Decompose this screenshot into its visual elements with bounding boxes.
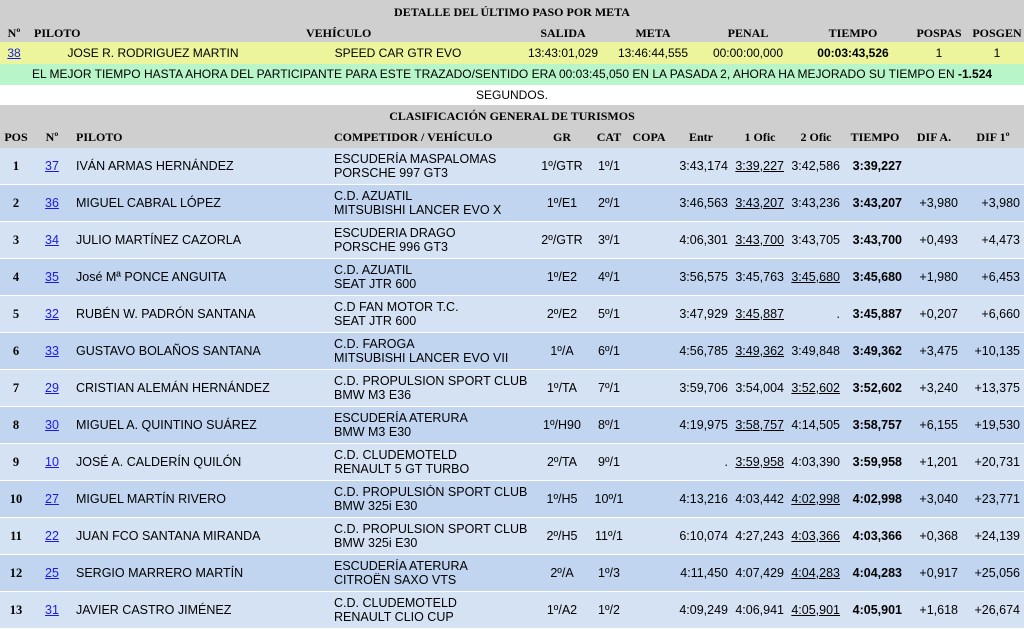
cell-dif1: +3,980 bbox=[962, 185, 1024, 222]
cell-vehiculo: PORSCHE 996 GT3 bbox=[334, 240, 448, 254]
header-2ofic: 2 Ofic bbox=[788, 127, 844, 148]
dorsal-link[interactable]: 34 bbox=[45, 233, 59, 247]
cell-cat: 4º/1 bbox=[590, 259, 628, 296]
header-posgen: POSGEN bbox=[970, 24, 1024, 42]
cell-competidor: ESCUDERÍA ATERURA bbox=[334, 559, 468, 573]
cell-tiempo: 3:58,757 bbox=[844, 407, 906, 444]
cell-copa bbox=[628, 296, 670, 333]
last-pass-piloto: JOSE R. RODRIGUEZ MARTIN bbox=[28, 42, 278, 64]
cell-gr: 1º/GTR bbox=[534, 148, 590, 185]
cell-gr: 1º/H5 bbox=[534, 481, 590, 518]
header-competidor: COMPETIDOR / VEHÍCULO bbox=[334, 127, 534, 148]
cell-piloto: JOSÉ A. CALDERÍN QUILÓN bbox=[72, 444, 334, 481]
cell-competidor: C.D. FAROGA bbox=[334, 337, 415, 351]
dorsal-link[interactable]: 36 bbox=[45, 196, 59, 210]
table-row bbox=[0, 296, 1024, 333]
dorsal-link[interactable]: 32 bbox=[45, 307, 59, 321]
table-row bbox=[0, 518, 1024, 555]
dorsal-link[interactable]: 30 bbox=[45, 418, 59, 432]
cell-copa bbox=[628, 592, 670, 629]
cell-piloto: IVÁN ARMAS HERNÁNDEZ bbox=[72, 148, 334, 185]
header-num: Nº bbox=[0, 24, 28, 42]
cell-entr: 4:09,249 bbox=[670, 592, 732, 629]
table-row bbox=[0, 407, 1024, 444]
cell-vehiculo: BMW 325i E30 bbox=[334, 536, 418, 550]
cell-copa bbox=[628, 444, 670, 481]
header-pospas: POSPAS bbox=[908, 24, 970, 42]
cell-copa bbox=[628, 555, 670, 592]
message-unit: SEGUNDOS. bbox=[475, 88, 548, 102]
cell-competidor-vehiculo bbox=[334, 185, 534, 222]
classification-panel bbox=[0, 105, 1024, 629]
cell-piloto: MIGUEL A. QUINTINO SUÁREZ bbox=[72, 407, 334, 444]
cell-vehiculo: BMW M3 E30 bbox=[334, 425, 412, 439]
cell-cat: 10º/1 bbox=[590, 481, 628, 518]
cell-piloto: José Mª PONCE ANGUITA bbox=[72, 259, 334, 296]
cell-copa bbox=[628, 148, 670, 185]
cell-tiempo: 3:49,362 bbox=[844, 333, 906, 370]
table-row bbox=[0, 222, 1024, 259]
cell-1ofic: 3:43,700 bbox=[732, 222, 788, 259]
cell-tiempo: 3:39,227 bbox=[844, 148, 906, 185]
cell-difa: +0,493 bbox=[906, 222, 962, 259]
last-pass-posgen: 1 bbox=[970, 42, 1024, 64]
cell-2ofic: 3:43,705 bbox=[788, 222, 844, 259]
cell-gr: 1º/H90 bbox=[534, 407, 590, 444]
cell-entr: . bbox=[670, 444, 732, 481]
cell-difa: +3,040 bbox=[906, 481, 962, 518]
cell-piloto: GUSTAVO BOLAÑOS SANTANA bbox=[72, 333, 334, 370]
header-dif1: DIF 1º bbox=[962, 127, 1024, 148]
header-copa: COPA bbox=[628, 127, 670, 148]
cell-cat: 11º/1 bbox=[590, 518, 628, 555]
cell-gr: 1º/E1 bbox=[534, 185, 590, 222]
cell-difa: +6,155 bbox=[906, 407, 962, 444]
cell-competidor: C.D. PROPULSION SPORT CLUB bbox=[334, 374, 528, 388]
classification-table bbox=[0, 127, 1024, 629]
cell-copa bbox=[628, 259, 670, 296]
last-pass-title: DETALLE DEL ÚLTIMO PASO POR META bbox=[0, 0, 1024, 24]
header-num: Nº bbox=[32, 127, 72, 148]
cell-entr: 4:06,301 bbox=[670, 222, 732, 259]
dorsal-link[interactable]: 35 bbox=[45, 270, 59, 284]
last-pass-panel bbox=[0, 0, 1024, 102]
cell-vehiculo: BMW M3 E36 bbox=[334, 388, 412, 402]
cell-entr: 3:43,174 bbox=[670, 148, 732, 185]
cell-1ofic: 3:49,362 bbox=[732, 333, 788, 370]
cell-gr: 1º/E2 bbox=[534, 259, 590, 296]
cell-2ofic: 4:03,390 bbox=[788, 444, 844, 481]
cell-2ofic: . bbox=[788, 296, 844, 333]
cell-pos: 1 bbox=[0, 148, 32, 185]
cell-piloto: JULIO MARTÍNEZ CAZORLA bbox=[72, 222, 334, 259]
cell-cat: 7º/1 bbox=[590, 370, 628, 407]
cell-2ofic: 3:42,586 bbox=[788, 148, 844, 185]
dorsal-link[interactable]: 25 bbox=[45, 566, 59, 580]
cell-piloto: SERGIO MARRERO MARTÍN bbox=[72, 555, 334, 592]
cell-dif1: +4,473 bbox=[962, 222, 1024, 259]
last-pass-salida: 13:43:01,029 bbox=[518, 42, 608, 64]
improvement-message bbox=[0, 64, 1024, 102]
cell-tiempo: 4:02,998 bbox=[844, 481, 906, 518]
cell-dif1: +6,453 bbox=[962, 259, 1024, 296]
cell-competidor-vehiculo bbox=[334, 370, 534, 407]
cell-difa: +1,980 bbox=[906, 259, 962, 296]
cell-dif1: +6,660 bbox=[962, 296, 1024, 333]
cell-vehiculo: SEAT JTR 600 bbox=[334, 314, 417, 328]
header-entr: Entr bbox=[670, 127, 732, 148]
cell-copa bbox=[628, 370, 670, 407]
cell-competidor: C.D FAN MOTOR T.C. bbox=[334, 300, 459, 314]
cell-2ofic: 3:49,848 bbox=[788, 333, 844, 370]
cell-pos: 13 bbox=[0, 592, 32, 629]
cell-gr: 2º/H5 bbox=[534, 518, 590, 555]
cell-pos: 2 bbox=[0, 185, 32, 222]
header-meta: META bbox=[608, 24, 698, 42]
cell-competidor: C.D. CLUDEMOTELD bbox=[334, 596, 457, 610]
cell-competidor-vehiculo bbox=[334, 296, 534, 333]
cell-gr: 1º/TA bbox=[534, 370, 590, 407]
cell-2ofic: 3:45,680 bbox=[788, 259, 844, 296]
dorsal-link[interactable]: 27 bbox=[45, 492, 59, 506]
cell-dif1: +26,674 bbox=[962, 592, 1024, 629]
cell-tiempo: 3:45,680 bbox=[844, 259, 906, 296]
cell-difa: +0,368 bbox=[906, 518, 962, 555]
table-row bbox=[0, 259, 1024, 296]
cell-competidor-vehiculo bbox=[334, 259, 534, 296]
header-tiempo: TIEMPO bbox=[844, 127, 906, 148]
header-salida: SALIDA bbox=[518, 24, 608, 42]
cell-gr: 2º/E2 bbox=[534, 296, 590, 333]
table-row bbox=[0, 481, 1024, 518]
cell-tiempo: 4:04,283 bbox=[844, 555, 906, 592]
header-pos: POS bbox=[0, 127, 32, 148]
cell-pos: 8 bbox=[0, 407, 32, 444]
cell-competidor-vehiculo bbox=[334, 333, 534, 370]
cell-copa bbox=[628, 222, 670, 259]
cell-2ofic: 4:05,901 bbox=[788, 592, 844, 629]
last-pass-tiempo: 00:03:43,526 bbox=[798, 42, 908, 64]
classification-title: CLASIFICACIÓN GENERAL DE TURISMOS bbox=[0, 105, 1024, 127]
cell-cat: 1º/2 bbox=[590, 592, 628, 629]
last-pass-header-row bbox=[0, 24, 1024, 42]
cell-competidor: C.D. PROPULSIÓN SPORT CLUB bbox=[334, 485, 528, 499]
cell-1ofic: 4:03,442 bbox=[732, 481, 788, 518]
cell-difa: +3,980 bbox=[906, 185, 962, 222]
cell-dif1: +23,771 bbox=[962, 481, 1024, 518]
cell-tiempo: 3:43,207 bbox=[844, 185, 906, 222]
cell-piloto: JUAN FCO SANTANA MIRANDA bbox=[72, 518, 334, 555]
cell-pos: 3 bbox=[0, 222, 32, 259]
cell-competidor-vehiculo bbox=[334, 555, 534, 592]
cell-pos: 5 bbox=[0, 296, 32, 333]
cell-dif1: +19,530 bbox=[962, 407, 1024, 444]
cell-dif1: +25,056 bbox=[962, 555, 1024, 592]
header-difa: DIF A. bbox=[906, 127, 962, 148]
cell-entr: 3:56,575 bbox=[670, 259, 732, 296]
cell-difa: +3,240 bbox=[906, 370, 962, 407]
cell-cat: 3º/1 bbox=[590, 222, 628, 259]
cell-competidor: C.D. AZUATIL bbox=[334, 263, 413, 277]
cell-entr: 4:56,785 bbox=[670, 333, 732, 370]
table-row bbox=[0, 444, 1024, 481]
cell-entr: 3:59,706 bbox=[670, 370, 732, 407]
cell-dif1: +20,731 bbox=[962, 444, 1024, 481]
cell-cat: 1º/1 bbox=[590, 148, 628, 185]
cell-2ofic: 3:52,602 bbox=[788, 370, 844, 407]
cell-competidor-vehiculo bbox=[334, 222, 534, 259]
cell-gr: 2º/GTR bbox=[534, 222, 590, 259]
cell-competidor-vehiculo bbox=[334, 481, 534, 518]
message-text: EL MEJOR TIEMPO HASTA AHORA DEL PARTICIPANTE PARA ESTE TRAZADO/SENTIDO ERA 00:03:45,050 EN LA PASADA 2, AHORA HA MEJORADO SU TIEMPO EN bbox=[31, 67, 955, 81]
dorsal-link[interactable]: 33 bbox=[45, 344, 59, 358]
cell-vehiculo: RENAULT 5 GT TURBO bbox=[334, 462, 470, 476]
cell-competidor-vehiculo bbox=[334, 407, 534, 444]
cell-copa bbox=[628, 333, 670, 370]
cell-1ofic: 3:45,763 bbox=[732, 259, 788, 296]
cell-2ofic: 4:14,505 bbox=[788, 407, 844, 444]
table-row bbox=[0, 370, 1024, 407]
cell-dif1: +13,375 bbox=[962, 370, 1024, 407]
cell-difa: +1,618 bbox=[906, 592, 962, 629]
dorsal-link[interactable]: 22 bbox=[45, 529, 59, 543]
cell-entr: 3:46,563 bbox=[670, 185, 732, 222]
cell-vehiculo: MITSUBISHI LANCER EVO X bbox=[334, 203, 502, 217]
header-penal: PENAL bbox=[698, 24, 798, 42]
header-cat: CAT bbox=[590, 127, 628, 148]
cell-dif1: +10,135 bbox=[962, 333, 1024, 370]
cell-vehiculo: SEAT JTR 600 bbox=[334, 277, 417, 291]
cell-pos: 12 bbox=[0, 555, 32, 592]
cell-difa: +0,207 bbox=[906, 296, 962, 333]
dorsal-link[interactable]: 10 bbox=[45, 455, 59, 469]
cell-1ofic: 3:39,227 bbox=[732, 148, 788, 185]
cell-cat: 6º/1 bbox=[590, 333, 628, 370]
cell-competidor: C.D. CLUDEMOTELD bbox=[334, 448, 457, 462]
last-pass-pospas: 1 bbox=[908, 42, 970, 64]
cell-tiempo: 3:43,700 bbox=[844, 222, 906, 259]
cell-copa bbox=[628, 185, 670, 222]
header-piloto: PILOTO bbox=[28, 24, 278, 42]
classification-header-row bbox=[0, 127, 1024, 148]
cell-1ofic: 4:07,429 bbox=[732, 555, 788, 592]
cell-cat: 8º/1 bbox=[590, 407, 628, 444]
cell-1ofic: 3:59,958 bbox=[732, 444, 788, 481]
last-pass-meta: 13:46:44,555 bbox=[608, 42, 698, 64]
table-row bbox=[0, 333, 1024, 370]
cell-difa: +1,201 bbox=[906, 444, 962, 481]
table-row bbox=[0, 148, 1024, 185]
cell-1ofic: 3:58,757 bbox=[732, 407, 788, 444]
cell-entr: 3:47,929 bbox=[670, 296, 732, 333]
table-row bbox=[0, 555, 1024, 592]
header-1ofic: 1 Ofic bbox=[732, 127, 788, 148]
header-gr: GR bbox=[534, 127, 590, 148]
cell-pos: 9 bbox=[0, 444, 32, 481]
cell-1ofic: 4:27,243 bbox=[732, 518, 788, 555]
cell-entr: 4:19,975 bbox=[670, 407, 732, 444]
cell-competidor: C.D. AZUATIL bbox=[334, 189, 413, 203]
header-vehiculo: VEHÍCULO bbox=[278, 24, 518, 42]
cell-piloto: CRISTIAN ALEMÁN HERNÁNDEZ bbox=[72, 370, 334, 407]
cell-1ofic: 3:54,004 bbox=[732, 370, 788, 407]
cell-entr: 4:13,216 bbox=[670, 481, 732, 518]
header-tiempo: TIEMPO bbox=[798, 24, 908, 42]
cell-cat: 9º/1 bbox=[590, 444, 628, 481]
cell-competidor: ESCUDERÍA MASPALOMAS bbox=[334, 152, 497, 166]
cell-difa: +3,475 bbox=[906, 333, 962, 370]
table-row bbox=[0, 185, 1024, 222]
cell-tiempo: 4:03,366 bbox=[844, 518, 906, 555]
dorsal-link[interactable]: 31 bbox=[45, 603, 59, 617]
cell-entr: 6:10,074 bbox=[670, 518, 732, 555]
cell-pos: 10 bbox=[0, 481, 32, 518]
cell-competidor: ESCUDERIA DRAGO bbox=[334, 226, 456, 240]
cell-tiempo: 4:05,901 bbox=[844, 592, 906, 629]
cell-difa bbox=[906, 148, 962, 185]
cell-entr: 4:11,450 bbox=[670, 555, 732, 592]
cell-competidor-vehiculo bbox=[334, 592, 534, 629]
last-pass-row bbox=[0, 42, 1024, 64]
dorsal-link[interactable]: 29 bbox=[45, 381, 59, 395]
cell-competidor-vehiculo bbox=[334, 518, 534, 555]
last-pass-table bbox=[0, 24, 1024, 64]
cell-cat: 2º/1 bbox=[590, 185, 628, 222]
cell-dif1 bbox=[962, 148, 1024, 185]
cell-vehiculo: MITSUBISHI LANCER EVO VII bbox=[334, 351, 509, 365]
cell-piloto: MIGUEL CABRAL LÓPEZ bbox=[72, 185, 334, 222]
cell-pos: 6 bbox=[0, 333, 32, 370]
message-improvement-value: -1.524 bbox=[958, 67, 993, 81]
cell-2ofic: 4:04,283 bbox=[788, 555, 844, 592]
cell-pos: 7 bbox=[0, 370, 32, 407]
header-piloto: PILOTO bbox=[72, 127, 334, 148]
cell-vehiculo: BMW 325i E30 bbox=[334, 499, 418, 513]
cell-vehiculo: RENAULT CLIO CUP bbox=[334, 610, 454, 624]
last-pass-penal: 00:00:00,000 bbox=[698, 42, 798, 64]
last-pass-vehiculo: SPEED CAR GTR EVO bbox=[278, 42, 518, 64]
cell-2ofic: 4:02,998 bbox=[788, 481, 844, 518]
cell-piloto: MIGUEL MARTÍN RIVERO bbox=[72, 481, 334, 518]
cell-cat: 5º/1 bbox=[590, 296, 628, 333]
cell-copa bbox=[628, 518, 670, 555]
cell-cat: 1º/3 bbox=[590, 555, 628, 592]
cell-pos: 11 bbox=[0, 518, 32, 555]
cell-tiempo: 3:52,602 bbox=[844, 370, 906, 407]
cell-competidor-vehiculo bbox=[334, 444, 534, 481]
cell-competidor-vehiculo bbox=[334, 148, 534, 185]
cell-competidor: C.D. PROPULSION SPORT CLUB bbox=[334, 522, 528, 536]
cell-gr: 2º/TA bbox=[534, 444, 590, 481]
cell-1ofic: 4:06,941 bbox=[732, 592, 788, 629]
cell-gr: 1º/A bbox=[534, 333, 590, 370]
cell-piloto: JAVIER CASTRO JIMÉNEZ bbox=[72, 592, 334, 629]
cell-pos: 4 bbox=[0, 259, 32, 296]
last-pass-dorsal-link[interactable]: 38 bbox=[7, 46, 21, 60]
dorsal-link[interactable]: 37 bbox=[45, 159, 59, 173]
cell-copa bbox=[628, 407, 670, 444]
cell-gr: 2º/A bbox=[534, 555, 590, 592]
cell-tiempo: 3:59,958 bbox=[844, 444, 906, 481]
cell-1ofic: 3:43,207 bbox=[732, 185, 788, 222]
cell-gr: 1º/A2 bbox=[534, 592, 590, 629]
cell-2ofic: 4:03,366 bbox=[788, 518, 844, 555]
cell-1ofic: 3:45,887 bbox=[732, 296, 788, 333]
cell-competidor: ESCUDERÍA ATERURA bbox=[334, 411, 468, 425]
cell-dif1: +24,139 bbox=[962, 518, 1024, 555]
cell-difa: +0,917 bbox=[906, 555, 962, 592]
cell-vehiculo: CITROËN SAXO VTS bbox=[334, 573, 457, 587]
cell-2ofic: 3:43,236 bbox=[788, 185, 844, 222]
cell-vehiculo: PORSCHE 997 GT3 bbox=[334, 166, 448, 180]
cell-tiempo: 3:45,887 bbox=[844, 296, 906, 333]
table-row bbox=[0, 592, 1024, 629]
cell-copa bbox=[628, 481, 670, 518]
cell-piloto: RUBÉN W. PADRÓN SANTANA bbox=[72, 296, 334, 333]
